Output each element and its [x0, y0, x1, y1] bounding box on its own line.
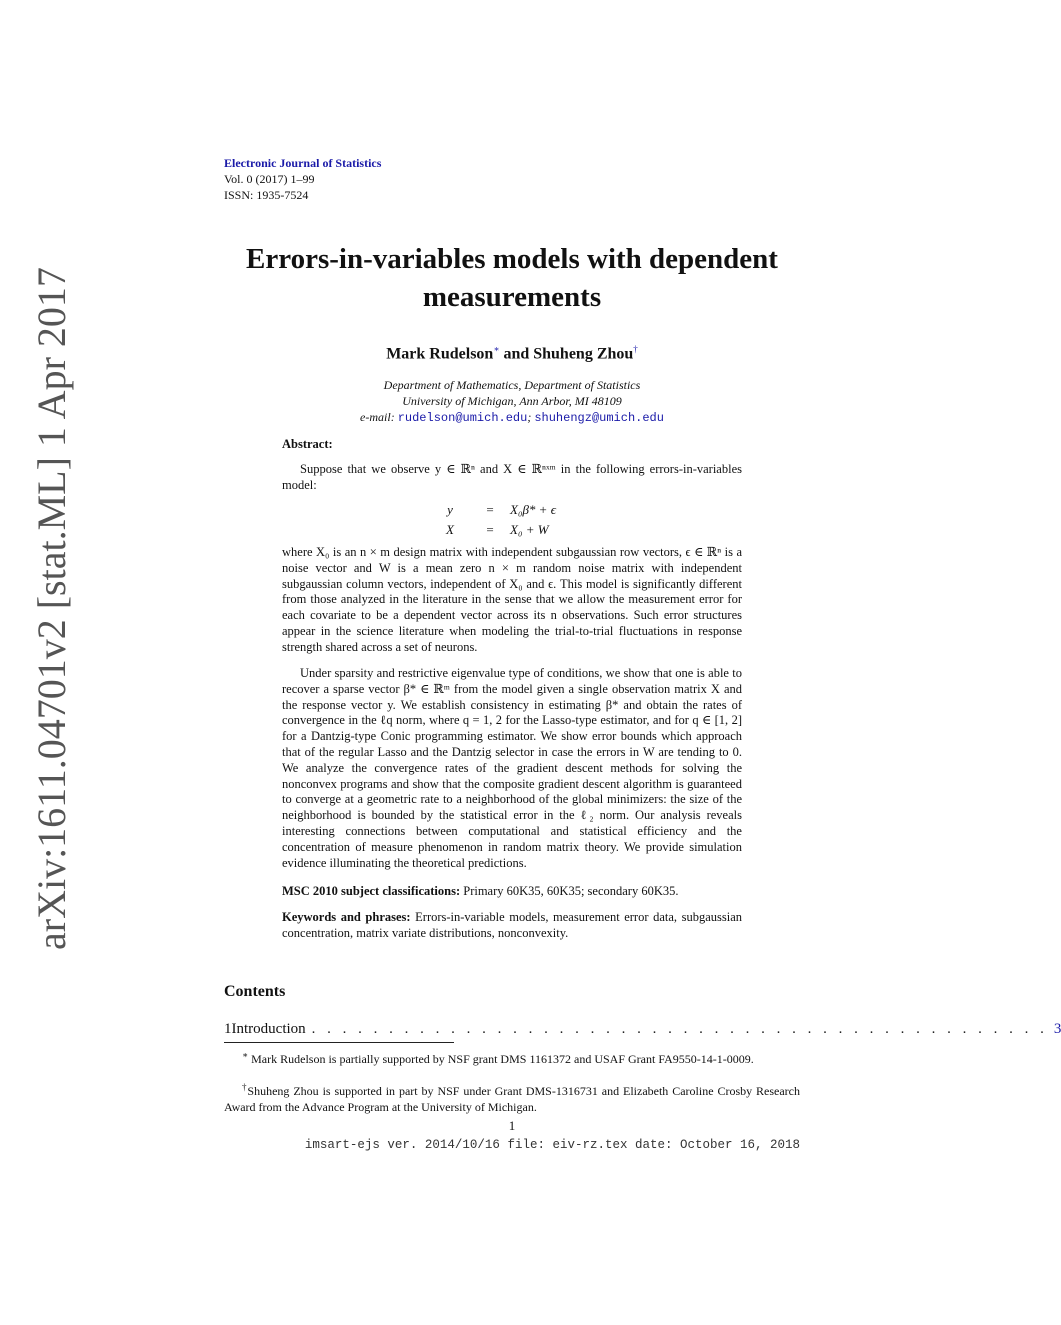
footnote-link-2[interactable]: †: [633, 344, 638, 354]
abstract-heading: Abstract:: [282, 437, 333, 451]
email-line: [200, 409, 824, 426]
msc-label: MSC 2010 subject classifications:: [282, 884, 461, 898]
contents-heading: Contents: [224, 983, 286, 1000]
journal-issn: ISSN: 1935-7524: [224, 188, 309, 202]
toc-entry-introduction[interactable]: [224, 1020, 1061, 1038]
eq1-lhs: y: [447, 502, 453, 517]
keywords-label: Keywords and phrases:: [282, 910, 411, 924]
footnote-rule: [224, 1042, 454, 1043]
paper-title: Errors-in-variables models with dependent measurements: [246, 243, 778, 313]
footnote-1-text: Mark Rudelson is partially supported by NSF grant DMS 1161372 and USAF Grant FA9550-14-1-0009.: [251, 1052, 754, 1066]
author-separator: and: [503, 345, 530, 363]
journal-volume: Vol. 0 (2017) 1–99: [224, 172, 315, 186]
footnote-1-mark: ∗: [242, 1050, 249, 1060]
toc-page-link[interactable]: 3: [1053, 1021, 1061, 1037]
email-label: e-mail:: [360, 410, 395, 424]
msc-text: Primary 60K35, 60K35; secondary 60K35.: [463, 884, 679, 898]
footnote-link-1[interactable]: ∗: [493, 344, 500, 354]
email-separator: ;: [527, 410, 532, 424]
footnote-1: [224, 1047, 800, 1067]
abstract-paragraph-2: where X₀ is an n × m design matrix with independent subgaussian row vectors, ϵ ∈ ℝⁿ is a noise vector and W is a mean zero n × m random noise matrix with independent subgaussian column vectors, independent of X₀ and ϵ. This model is significantly different from those analyzed in the literature in the sense that we allow the measurement error for each covariate to be a dependent vector across its n observations. Such error structures appear in the science literature when modeling the trial-to-trial fluctuations in response strength shared across a set of neurons.: [282, 545, 742, 654]
eq1-rel: =: [486, 502, 494, 517]
email-link-2[interactable]: shuhengz@umich.edu: [534, 411, 664, 425]
keywords: [282, 910, 742, 942]
toc-label: Introduction: [231, 1021, 306, 1037]
journal-header: [224, 155, 381, 203]
arxiv-sidebar-stamp: arXiv:1611.04701v2 [stat.ML] 1 Apr 2017: [29, 267, 74, 950]
journal-name-link[interactable]: Electronic Journal of Statistics: [224, 156, 382, 170]
author-1: Mark Rudelson: [386, 345, 494, 363]
department: Department of Mathematics, Department of Statistics: [383, 378, 641, 392]
document-footer: imsart-ejs ver. 2014/10/16 file: eiv-rz.tex date: October 16, 2018: [304, 1138, 800, 1152]
footnote-2: [224, 1079, 800, 1115]
author-line: [200, 338, 824, 365]
keywords-text: Errors-in-variable models, measurement error data, subgaussian concentration, matrix variate distributions, nonconvexity.: [282, 910, 742, 940]
equation-2: [430, 520, 630, 540]
eq2-rhs: X₀ + W: [510, 522, 549, 537]
eq2-lhs: X: [446, 522, 454, 537]
equation-1: [430, 500, 630, 520]
toc-number: 1: [224, 1021, 232, 1037]
eq1-rhs: X₀β* + ϵ: [510, 502, 556, 517]
abstract-paragraph-1: Suppose that we observe y ∈ ℝⁿ and X ∈ ℝⁿˣᵐ in the following errors-in-variables model:: [282, 462, 742, 492]
university: University of Michigan, Ann Arbor, MI 48109: [402, 394, 622, 408]
affiliation: [200, 377, 824, 426]
page-number: 1: [508, 1118, 516, 1133]
msc-classifications: [282, 884, 742, 900]
toc-leader-dots: . . . . . . . . . . . . . . . . . . . . . . . . . . . . . . . . . . . . . . . . . . . . . . . .: [311, 1021, 1048, 1037]
eq2-rel: =: [486, 522, 494, 537]
email-link-1[interactable]: rudelson@umich.edu: [397, 411, 528, 425]
footnote-2-mark: †: [242, 1082, 248, 1092]
author-2: Shuheng Zhou: [533, 345, 634, 363]
abstract-paragraph-3: Under sparsity and restrictive eigenvalue type of conditions, we show that one is able to recover a sparse vector β* ∈ ℝᵐ from the model given a single observation matrix X and the response vector y. We establish consistency in estimating β* and obtain the rates of convergence in the ℓq norm, where q = 1, 2 for the Lasso-type estimator, and for q ∈ [1, 2] for a Dantzig-type Conic programming estimator. We show error bounds which approach that of the regular Lasso and the Dantzig selector in case the errors in W are tending to 0. We analyze the convergence rates of the gradient descent methods for solving the nonconvex programs and show that the composite gradient descent algorithm is guaranteed to converge at a geometric rate to a neighborhood of the global minimizers: the size of the neighborhood is bounded by the statistical error in the ℓ₂ norm. Our analysis reveals interesting connections between computational and statistical efficiency and the concentration of measure phenomenon in random matrix theory. We provide simulation evidence illuminating the theoretical predictions.: [282, 666, 742, 870]
footnote-2-text: Shuheng Zhou is supported in part by NSF under Grant DMS-1316731 and Elizabeth Caroline Crosby Research Award from the Advance Program at the University of Michigan.: [224, 1084, 801, 1114]
